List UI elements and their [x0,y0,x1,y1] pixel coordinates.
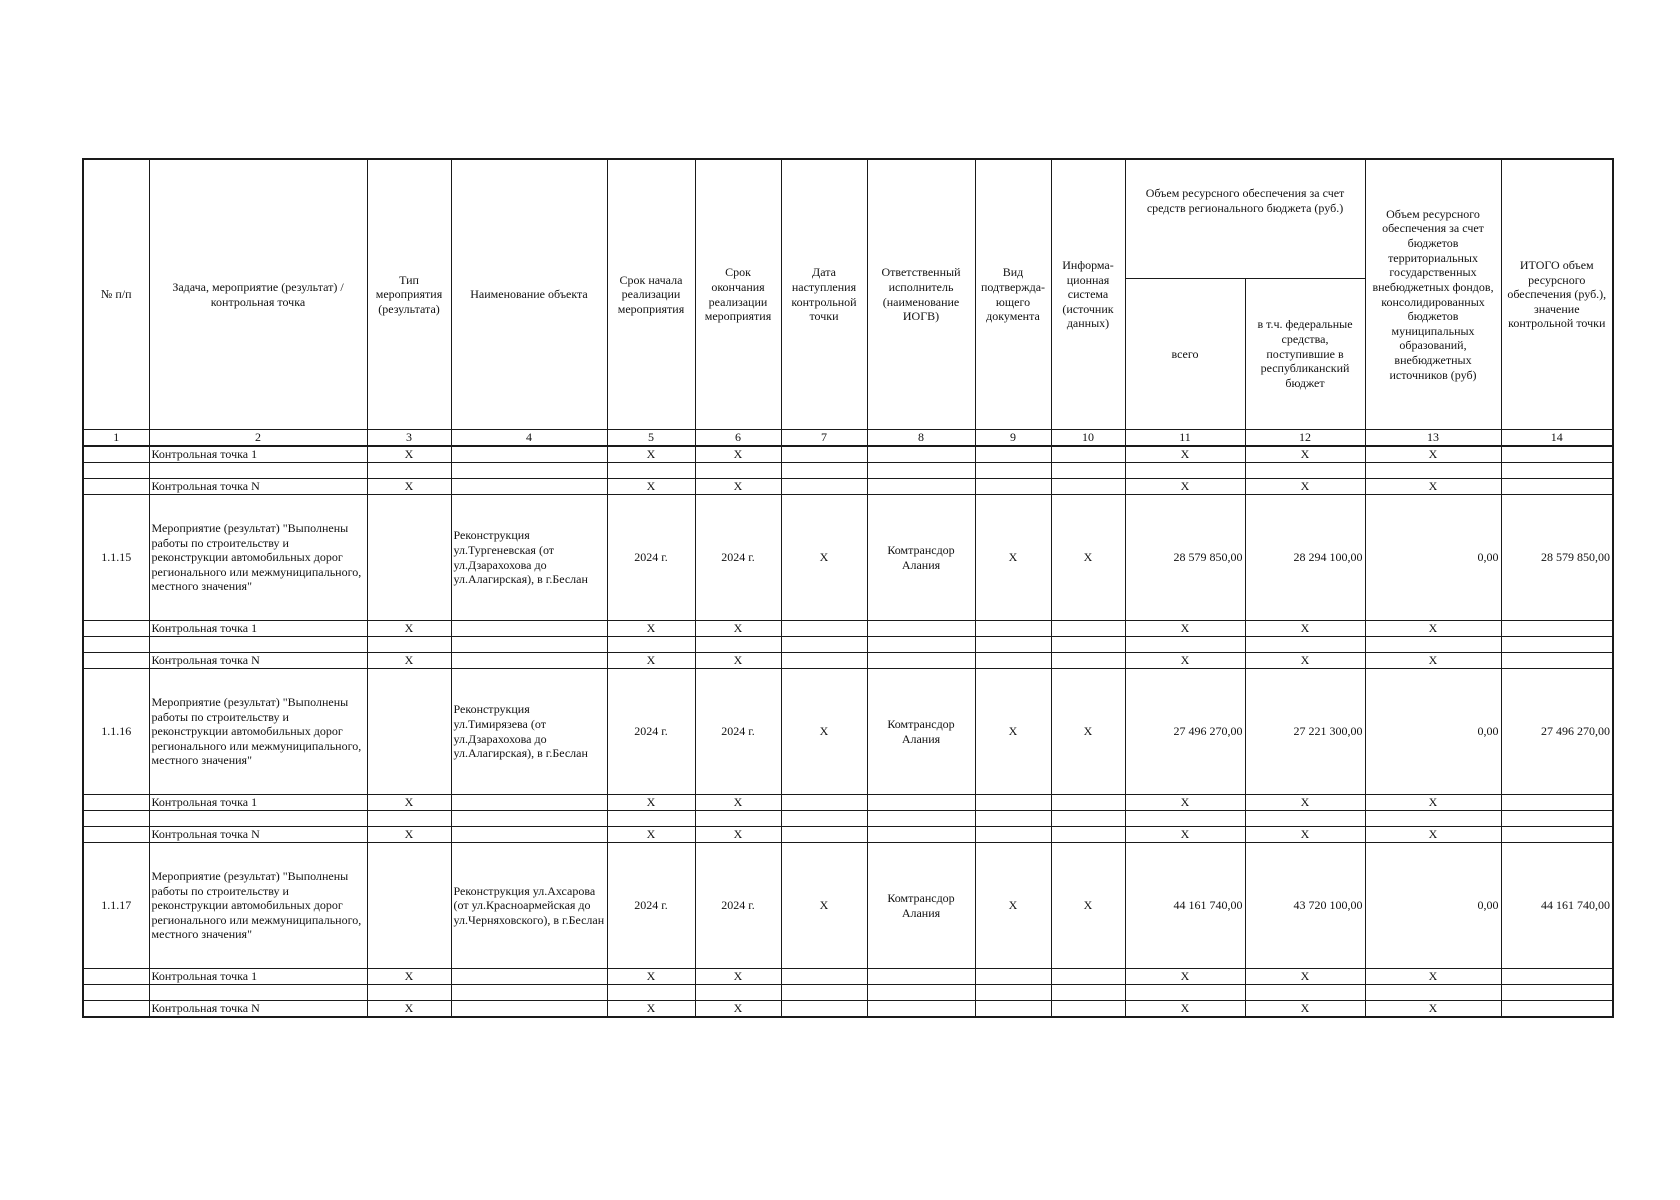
x-mark: X [1125,969,1245,985]
x-mark: X [1365,795,1501,811]
event-name: Мероприятие (результат) "Выполнены работы по строительству и реконструкции автомобильных дорог регионального или межмуниципального, местного значения" [149,669,367,795]
x-mark: X [695,653,781,669]
x-mark: X [367,969,451,985]
x-mark: X [367,621,451,637]
event-total: 27 496 270,00 [1125,669,1245,795]
event-doc: X [975,669,1051,795]
event-federal: 27 221 300,00 [1245,669,1365,795]
control-point-row [83,446,1613,463]
x-mark: X [1125,1001,1245,1018]
control-point-label: Контрольная точка 1 [149,969,367,985]
header-number: № п/п [83,159,149,430]
event-end: 2024 г. [695,843,781,969]
column-number: 9 [975,430,1051,447]
x-mark: X [1245,827,1365,843]
x-mark: X [367,1001,451,1018]
event-other: 0,00 [1365,495,1501,621]
event-executor: Комтрансдор Алания [867,843,975,969]
column-number: 8 [867,430,975,447]
x-mark: X [1125,479,1245,495]
x-mark: X [607,827,695,843]
header-doc: Вид подтвержда-ющего документа [975,159,1051,430]
x-mark: X [607,1001,695,1018]
x-mark: X [1125,653,1245,669]
column-number: 6 [695,430,781,447]
spacer-row [83,985,1613,1001]
event-date: X [781,495,867,621]
event-start: 2024 г. [607,669,695,795]
x-mark: X [1365,827,1501,843]
header-end: Срок окончания реализации мероприятия [695,159,781,430]
column-number: 4 [451,430,607,447]
x-mark: X [695,621,781,637]
control-point-row [83,827,1613,843]
event-sum: 28 579 850,00 [1501,495,1613,621]
column-number: 13 [1365,430,1501,447]
x-mark: X [1365,446,1501,463]
x-mark: X [607,969,695,985]
header-all: всего [1125,279,1245,430]
x-mark: X [1245,795,1365,811]
x-mark: X [607,621,695,637]
x-mark: X [1365,969,1501,985]
x-mark: X [1245,653,1365,669]
event-end: 2024 г. [695,495,781,621]
header-total: ИТОГО объем ресурсного обеспечения (руб.), значение контрольной точки [1501,159,1613,430]
control-point-label: Контрольная точка N [149,827,367,843]
column-number: 10 [1051,430,1125,447]
x-mark: X [607,479,695,495]
x-mark: X [367,827,451,843]
event-date: X [781,669,867,795]
event-system: X [1051,669,1125,795]
event-object: Реконструкция ул.Тургеневская (от ул.Дзарахохова до ул.Алагирская), в г.Беслан [451,495,607,621]
event-system: X [1051,495,1125,621]
column-number: 3 [367,430,451,447]
x-mark: X [1245,446,1365,463]
x-mark: X [1365,621,1501,637]
header-federal: в т.ч. федеральные средства, поступившие в республиканский бюджет [1245,279,1365,430]
x-mark: X [1125,827,1245,843]
control-point-row [83,969,1613,985]
event-name: Мероприятие (результат) "Выполнены работы по строительству и реконструкции автомобильных дорог регионального или межмуниципального, местного значения" [149,495,367,621]
x-mark: X [1125,795,1245,811]
header-start: Срок начала реализации мероприятия [607,159,695,430]
header-regional-budget: Объем ресурсного обеспечения за счет средств регионального бюджета (руб.) [1125,159,1365,279]
control-point-row [83,795,1613,811]
event-start: 2024 г. [607,495,695,621]
control-point-label: Контрольная точка 1 [149,621,367,637]
x-mark: X [1365,479,1501,495]
control-point-label: Контрольная точка 1 [149,446,367,463]
event-date: X [781,843,867,969]
control-point-label: Контрольная точка N [149,1001,367,1018]
header-row [83,159,1613,279]
header-system: Информа-ционная система (источник данных) [1051,159,1125,430]
x-mark: X [607,446,695,463]
spacer-row [83,637,1613,653]
control-point-label: Контрольная точка N [149,653,367,669]
event-doc: X [975,843,1051,969]
event-row [83,669,1613,795]
event-executor: Комтрансдор Алания [867,495,975,621]
x-mark: X [367,446,451,463]
event-doc: X [975,495,1051,621]
column-number: 11 [1125,430,1245,447]
control-point-row [83,1001,1613,1018]
event-federal: 28 294 100,00 [1245,495,1365,621]
event-sum: 44 161 740,00 [1501,843,1613,969]
x-mark: X [1245,479,1365,495]
control-point-row [83,479,1613,495]
x-mark: X [1245,969,1365,985]
x-mark: X [1125,621,1245,637]
event-number: 1.1.17 [83,843,149,969]
event-federal: 43 720 100,00 [1245,843,1365,969]
x-mark: X [367,653,451,669]
event-row [83,843,1613,969]
x-mark: X [367,479,451,495]
x-mark: X [695,446,781,463]
column-number: 2 [149,430,367,447]
column-number: 14 [1501,430,1613,447]
column-number: 12 [1245,430,1365,447]
column-number: 1 [83,430,149,447]
event-other: 0,00 [1365,843,1501,969]
x-mark: X [695,827,781,843]
x-mark: X [607,795,695,811]
header-date: Дата наступления контрольной точки [781,159,867,430]
resource-plan-table [82,158,1614,1018]
x-mark: X [1365,1001,1501,1018]
x-mark: X [1245,1001,1365,1018]
x-mark: X [695,479,781,495]
event-sum: 27 496 270,00 [1501,669,1613,795]
event-name: Мероприятие (результат) "Выполнены работы по строительству и реконструкции автомобильных дорог регионального или межмуниципального, местного значения" [149,843,367,969]
event-number: 1.1.16 [83,669,149,795]
event-total: 44 161 740,00 [1125,843,1245,969]
event-number: 1.1.15 [83,495,149,621]
control-point-row [83,621,1613,637]
header-object: Наименование объекта [451,159,607,430]
event-other: 0,00 [1365,669,1501,795]
event-executor: Комтрансдор Алания [867,669,975,795]
event-start: 2024 г. [607,843,695,969]
spacer-row [83,463,1613,479]
header-task: Задача, мероприятие (результат) / контрольная точка [149,159,367,430]
event-object: Реконструкция ул.Тимирязева (от ул.Дзарахохова до ул.Алагирская), в г.Беслан [451,669,607,795]
column-number-row [83,430,1613,447]
x-mark: X [367,795,451,811]
header-type: Тип мероприятия (результата) [367,159,451,430]
event-object: Реконструкция ул.Ахсарова (от ул.Красноармейская до ул.Черняховского), в г.Беслан [451,843,607,969]
event-total: 28 579 850,00 [1125,495,1245,621]
x-mark: X [1245,621,1365,637]
spacer-row [83,811,1613,827]
x-mark: X [1125,446,1245,463]
x-mark: X [695,1001,781,1018]
x-mark: X [695,795,781,811]
control-point-row [83,653,1613,669]
control-point-label: Контрольная точка 1 [149,795,367,811]
event-end: 2024 г. [695,669,781,795]
column-number: 7 [781,430,867,447]
control-point-label: Контрольная точка N [149,479,367,495]
x-mark: X [1365,653,1501,669]
header-other-budgets: Объем ресурсного обеспечения за счет бюджетов территориальных государственных внебюджетных фондов, консолидированных бюджетов муниципальных образований, внебюджетных источников (руб) [1365,159,1501,430]
x-mark: X [695,969,781,985]
column-number: 5 [607,430,695,447]
header-executor: Ответственный исполнитель (наименование ИОГВ) [867,159,975,430]
x-mark: X [607,653,695,669]
event-system: X [1051,843,1125,969]
event-row [83,495,1613,621]
